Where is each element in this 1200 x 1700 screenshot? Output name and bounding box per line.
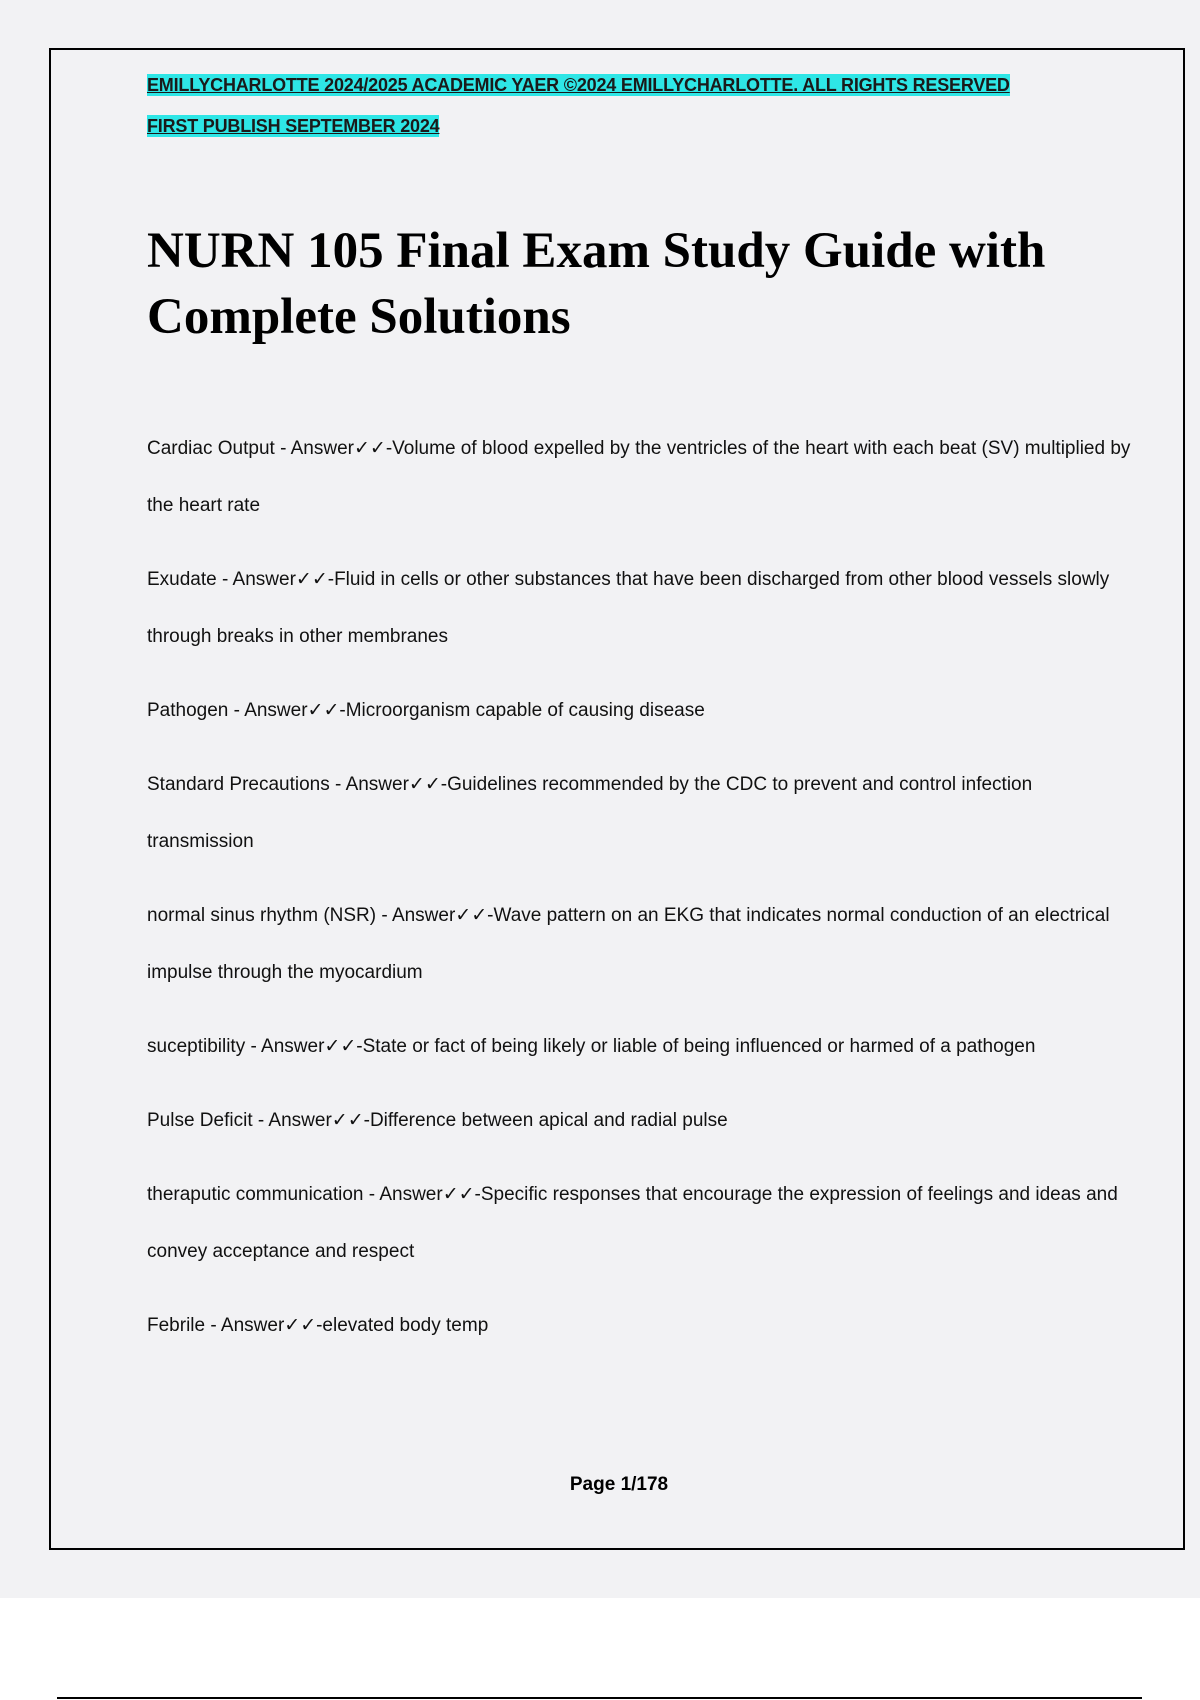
list-item: Febrile - Answer✓✓-elevated body temp	[147, 1315, 489, 1336]
page-number: Page 1/178	[569, 1474, 669, 1495]
list-item: Pulse Deficit - Answer✓✓-Difference between apical and radial pulse	[147, 1110, 728, 1131]
list-item: Standard Precautions - Answer✓✓-Guidelines recommended by the CDC to prevent and control infection transmission	[147, 774, 1033, 852]
copyright-header	[147, 75, 1010, 96]
document-page	[49, 48, 1185, 1550]
list-item: normal sinus rhythm (NSR) - Answer✓✓-Wave pattern on an EKG that indicates normal conduction of an electrical impulse through the myocardium	[147, 905, 1110, 983]
list-item: suceptibility - Answer✓✓-State or fact of being likely or liable of being influenced or harmed of a pathogen	[147, 1036, 1036, 1057]
list-item: Cardiac Output - Answer✓✓-Volume of blood expelled by the ventricles of the heart with each beat (SV) multiplied by the heart rate	[147, 438, 1131, 516]
publish-date-text: FIRST PUBLISH SEPTEMBER 2024	[147, 116, 440, 136]
list-item: Exudate - Answer✓✓-Fluid in cells or other substances that have been discharged from other blood vessels slowly through breaks in other membranes	[147, 569, 1110, 647]
publish-date-header	[147, 116, 439, 137]
list-item: theraputic communication - Answer✓✓-Specific responses that encourage the expression of feelings and ideas and convey acceptance and respect	[147, 1184, 1118, 1262]
next-page-divider	[57, 1697, 1142, 1699]
glossary-list	[147, 420, 1137, 1371]
list-item: Pathogen - Answer✓✓-Microorganism capable of causing disease	[147, 700, 705, 721]
document-title: NURN 105 Final Exam Study Guide with Complete Solutions	[147, 223, 1046, 345]
copyright-text: EMILLYCHARLOTTE 2024/2025 ACADEMIC YAER ©2024 EMILLYCHARLOTTE. ALL RIGHTS RESERVED	[147, 75, 1010, 95]
